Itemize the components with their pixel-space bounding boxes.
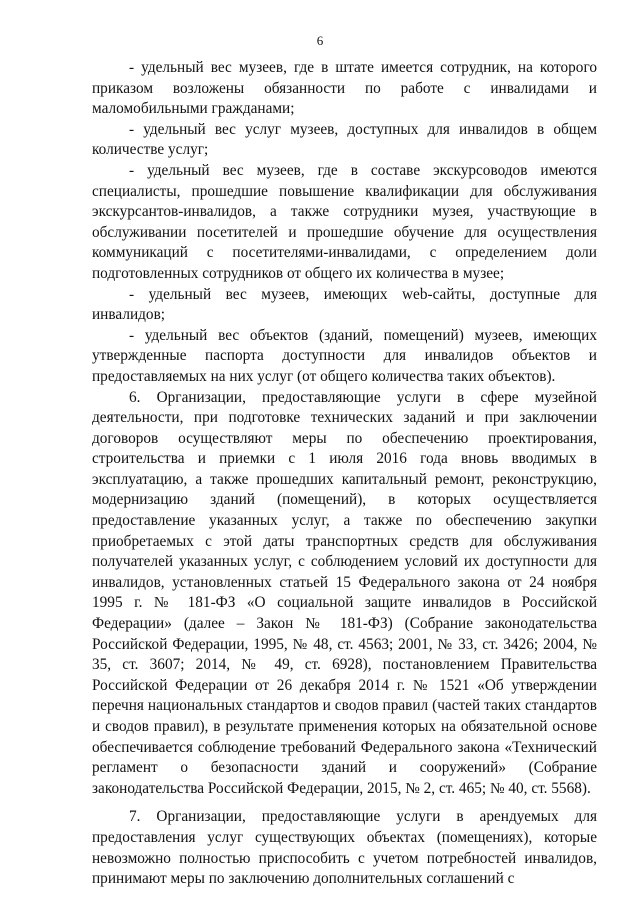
page-number: 6 (316, 33, 324, 48)
paragraph-accessibility-passports-share: - удельный вес объектов (зданий, помещений) музеев, имеющих утвержденные паспорта доступности для инвалидов объектов и предоставляемых на них услуг (от общего количества таких объектов). (92, 326, 597, 385)
paragraph-accessible-websites-share: - удельный вес музеев, имеющих web-сайты, доступные для инвалидов; (92, 285, 597, 324)
paragraph-section-7: 7. Организации, предоставляющие услуги в арендуемых для предоставления услуг существующих объектах (помещениях), которые невозможно полностью приспособить с учетом потребностей инвалидов, принимают меры по заключению дополнительных соглашений с (92, 808, 597, 888)
paragraph-accessible-services-share: - удельный вес услуг музеев, доступных для инвалидов в общем количестве услуг; (92, 120, 597, 159)
paragraph-museum-staff-share: - удельный вес музеев, где в штате имеется сотрудник, на которого приказом возложены обязанности по работе с инвалидами и маломобильными гражданами; (92, 59, 597, 118)
document-body (92, 58, 597, 890)
paragraph-section-6: 6. Организации, предоставляющие услуги в сфере музейной деятельности, при подготовке технических заданий и при заключении договоров осуществляют меры по обеспечению проектирования, строительства и приемки с 1 июля 2016 года вновь вводимых в эксплуатацию, а также прошедших капитальный ремонт, реконструкцию, модернизацию зданий (помещений), в которых осуществляется предоставление указанных услуг, а также по обеспечению закупки приобретаемых с этой даты транспортных средств для обслуживания получателей указанных услуг, с соблюдением условий их доступности для инвалидов, установленных статьей 15 Федерального закона от 24 ноября 1995 г. № 181-ФЗ «О социальной защите инвалидов в Российской Федерации» (далее – Закон № 181-ФЗ) (Собрание законодательства Российской Федерации, 1995, № 48, ст. 4563; 2001, № 33, ст. 3426; 2004, № 35, ст. 3607; 2014, № 49, ст. 6928), постановлением Правительства Российской Федерации от 26 декабря 2014 г. № 1521 «Об утверждении перечня национальных стандартов и сводов правил (частей таких стандартов и сводов правил), в результате применения которых на обязательной основе обеспечивается соблюдение требований Федерального закона «Технический регламент о безопасности зданий и сооружений» (Собрание законодательства Российской Федерации, 2015, № 2, ст. 465; № 40, ст. 5568). (92, 388, 597, 797)
paragraph-trained-guides-share: - удельный вес музеев, где в составе экскурсоводов имеются специалисты, прошедшие повышение квалификации для обслуживания экскурсантов-инвалидов, а также сотрудники музея, участвующие в обслуживании посетителей и прошедшие обучение для осуществления коммуникаций с посетителями-инвалидами, с определением доли подготовленных сотрудников от общего их количества в музее; (92, 161, 597, 282)
